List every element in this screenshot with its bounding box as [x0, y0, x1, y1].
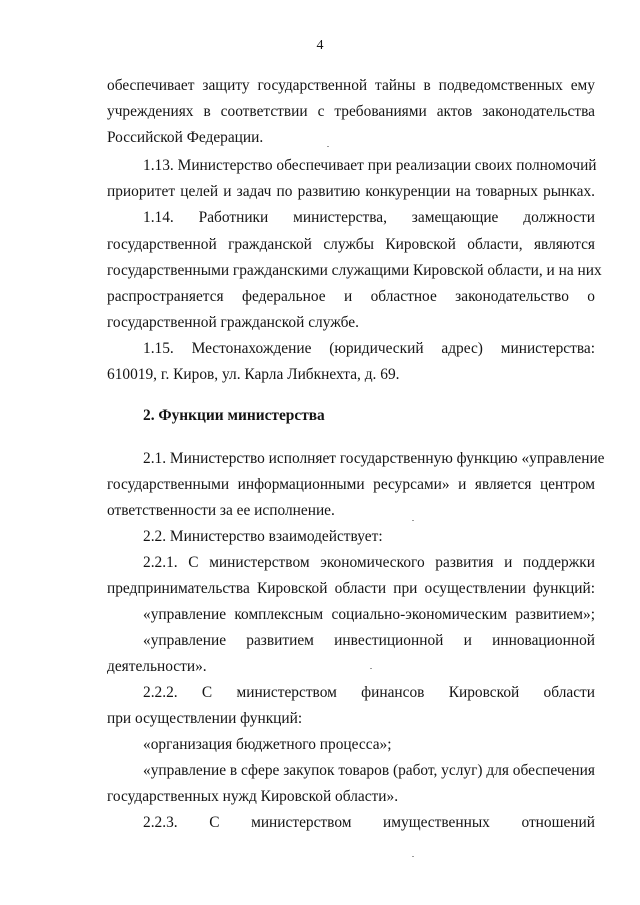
- text-line: 1.15. Местонахождение (юридический адрес) министерства:: [143, 340, 595, 357]
- text-line: 2.2. Министерство взаимодействует:: [143, 528, 383, 545]
- text-line: 1.14. Работники министерства, замещающие должности: [143, 209, 595, 226]
- text-line: «управление в сфере закупок товаров (работ, услуг) для обеспечения: [143, 762, 595, 779]
- text-line: Российской Федерации.: [107, 129, 264, 146]
- text-line: приоритет целей и задач по развитию конкуренции на товарных рынках.: [107, 183, 595, 200]
- text-line: 2.2.3. С министерством имущественных отношений: [143, 814, 595, 831]
- text-line: «организация бюджетного процесса»;: [143, 736, 392, 753]
- text-line: при осуществлении функций:: [107, 710, 303, 727]
- text-line: государственных нужд Кировской области».: [107, 788, 399, 805]
- text-line: деятельности».: [107, 658, 207, 675]
- text-line: 1.13. Министерство обеспечивает при реализации своих полномочий: [143, 157, 597, 174]
- text-line: 610019, г. Киров, ул. Карла Либкнехта, д. 69.: [107, 366, 400, 383]
- text-line: 2.2.2. С министерством финансов Кировской области: [143, 684, 595, 701]
- text-line: государственной гражданской службы Кировской области, являются: [107, 236, 595, 253]
- text-line: государственной гражданской службе.: [107, 314, 359, 331]
- text-line: обеспечивает защиту государственной тайны в подведомственных ему: [107, 77, 595, 94]
- scan-speck: [370, 668, 372, 669]
- text-line: 2.1. Министерство исполняет государственную функцию «управление: [143, 450, 605, 467]
- section-heading: 2. Функции министерства: [143, 407, 325, 424]
- scan-speck: [412, 856, 414, 857]
- page-number: 4: [316, 38, 324, 53]
- text-line: «управление комплексным социально-экономическим развитием»;: [143, 606, 595, 623]
- text-line: «управление развитием инвестиционной и инновационной: [143, 632, 595, 649]
- text-line: 2.2.1. С министерством экономического развития и поддержки: [143, 554, 595, 571]
- text-line: распространяется федеральное и областное законодательство о: [107, 288, 595, 305]
- text-line: государственными гражданскими служащими Кировской области, и на них: [107, 262, 602, 279]
- scan-speck: [412, 520, 414, 521]
- text-line: учреждениях в соответствии с требованиями актов законодательства: [107, 103, 595, 120]
- text-line: предпринимательства Кировской области при осуществлении функций:: [107, 580, 595, 597]
- scan-speck: [327, 146, 329, 147]
- text-line: государственными информационными ресурсами» и является центром: [107, 476, 595, 493]
- text-line: ответственности за ее исполнение.: [107, 502, 335, 519]
